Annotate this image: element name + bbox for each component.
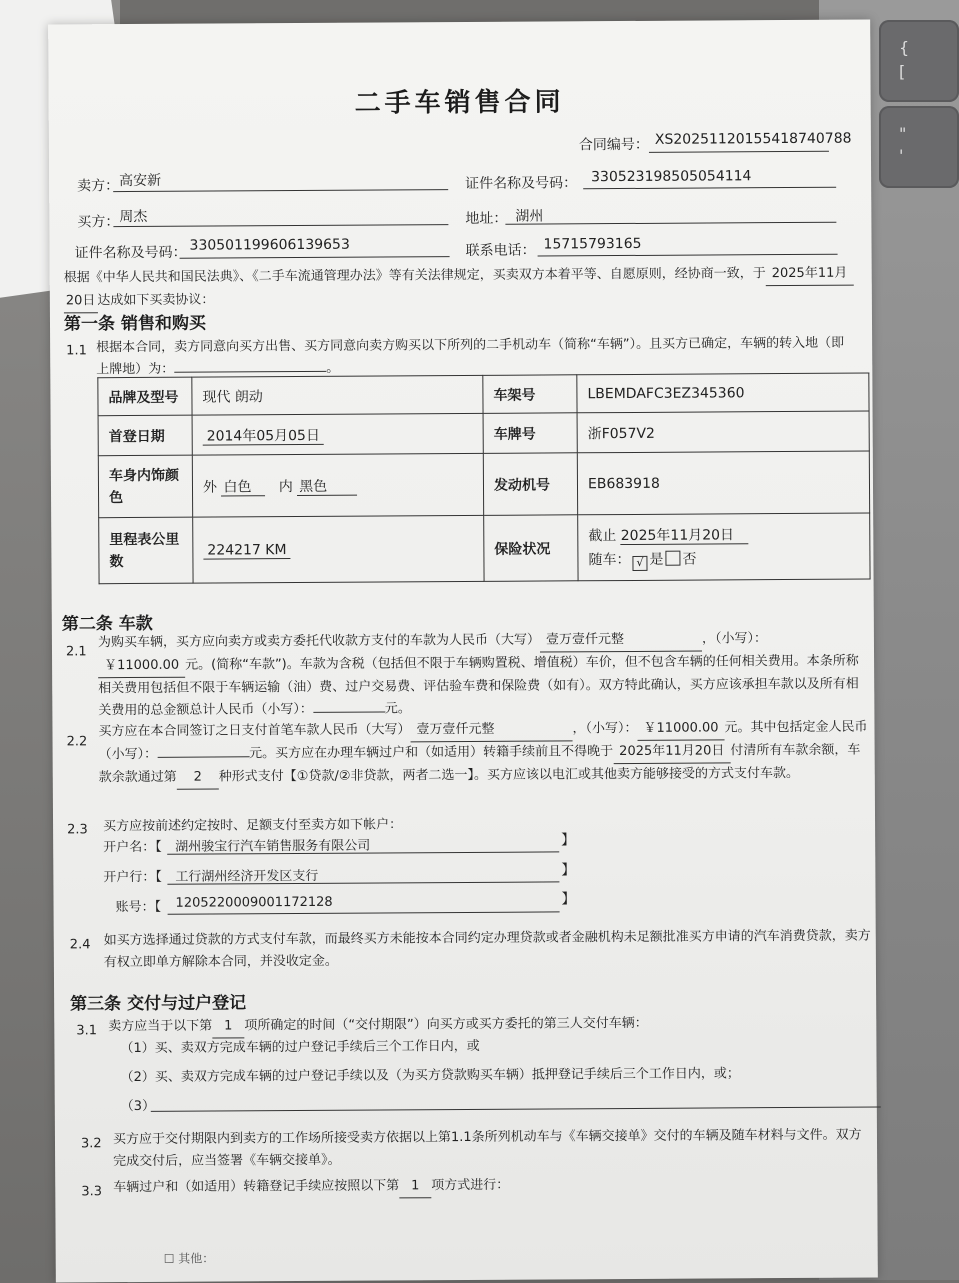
buyer-phone-label: 联系电话： bbox=[465, 242, 536, 259]
insurance-label: 保险状况 bbox=[484, 515, 578, 582]
clause-number: 2.3 bbox=[67, 822, 88, 838]
bracket-close: 】 bbox=[561, 832, 576, 849]
contract-no-label: 合同编号： bbox=[578, 136, 649, 154]
article-3-heading: 第三条 交付与过户登记 bbox=[70, 993, 247, 1015]
mileage-value: 224217 KM bbox=[203, 542, 290, 560]
vin-value: LBEMDAFC3EZ345360 bbox=[577, 373, 869, 413]
mileage-label: 里程表公里数 bbox=[99, 517, 193, 584]
first-registration-label: 首登日期 bbox=[98, 415, 192, 456]
bank-value: 工行湖州经济开发区支行 bbox=[175, 868, 319, 885]
account-name-label: 开户名：【 bbox=[103, 839, 162, 856]
buyer-label: 买方： bbox=[77, 214, 120, 231]
seller-label: 卖方： bbox=[77, 178, 120, 195]
delivery-option-1: （1）买、卖双方完成车辆的过户登记手续后三个工作日内，或 bbox=[120, 1038, 480, 1057]
brand-value: 现代 朗动 bbox=[192, 375, 483, 415]
next-page-peek: ☐ 其他： bbox=[163, 1251, 215, 1266]
seller-id-label: 证件名称及号码： bbox=[465, 175, 578, 192]
delivery-option-3: （3） bbox=[120, 1098, 156, 1115]
exterior-color-value: 白色 bbox=[221, 479, 265, 496]
article-2-heading: 第二条 车款 bbox=[61, 613, 153, 635]
buyer-address-value: 湖州 bbox=[515, 208, 544, 225]
bracket-close: 】 bbox=[561, 862, 576, 879]
underline bbox=[538, 254, 838, 257]
plate-value: 浙F057V2 bbox=[577, 411, 869, 453]
seller-id-value: 330523198505054114 bbox=[591, 168, 752, 186]
bank-label: 开户行：【 bbox=[103, 869, 162, 886]
underline bbox=[180, 256, 450, 259]
clause-3-2: 买方应于交付期限内到卖方的工作场所接受卖方依据以上第1.1条所列机动车与《车辆交接单》交付的车辆及随车材料与文件。双方完成交付后，应当签署《车辆交接单》。 bbox=[112, 1127, 862, 1170]
clause-number: 3.3 bbox=[81, 1184, 103, 1200]
clause-1-1: 根据本合同，卖方同意向买方出售、买方同意向卖方购买以下所列的二手机动车（简称“车辆”）。且买方已确定，车辆的转入地（即上牌地）为： 。 bbox=[96, 335, 845, 378]
clause-3-1: 卖方应当于以下第 1 项所确定的时间（“交付期限”）向买方或买方委托的第三人交付车辆： bbox=[108, 1012, 868, 1040]
keyboard-key: { [ bbox=[879, 20, 959, 102]
color-label: 车身内饰颜色 bbox=[98, 455, 192, 518]
underline bbox=[649, 151, 829, 153]
clause-number: 3.2 bbox=[80, 1136, 102, 1152]
no-checkbox[interactable] bbox=[665, 550, 680, 565]
buyer-id-value: 330501199606139653 bbox=[189, 236, 350, 254]
underline bbox=[113, 189, 448, 192]
insurance-cell: 截止 2025年11月20日 随车： √ 是 否 bbox=[578, 513, 870, 581]
clause-2-1: 为购买车辆，买方应向卖方或卖方委托代收款方支付的车款为人民币（大写） 壹万壹仟元整 ，（小写）： ￥11000.00 元。(简称“车款”)。车款为含税（包括但不限于车辆购置税、增值税）车价，但不包含车辆的任何相关费用。本条所称相关费用包括但不限于车辆运输（油）费、过户交易费、评估验车费和保险费（如有）。双方特此确认，买方应该承担车款以及所有相关费用的总金额总计人民币（小写）： 元。 bbox=[98, 628, 871, 723]
buyer-name: 周杰 bbox=[119, 208, 148, 226]
contract-no-value: XS20251120155418740788 bbox=[654, 130, 852, 148]
first-registration-value: 2014年05月05日 bbox=[203, 427, 324, 445]
buyer-phone-value: 15715793165 bbox=[543, 235, 642, 253]
account-number-value: 1205220009001172128 bbox=[175, 894, 333, 911]
yes-checkbox[interactable]: √ bbox=[632, 555, 647, 570]
underline bbox=[168, 911, 560, 914]
clause-number: 2.1 bbox=[65, 644, 87, 660]
plate-label: 车牌号 bbox=[483, 413, 577, 454]
vin-label: 车架号 bbox=[483, 375, 577, 414]
bracket-close: 】 bbox=[561, 891, 576, 908]
seller-name: 高安新 bbox=[119, 172, 162, 190]
clause-2-4: 如买方选择通过贷款的方式支付车款，而最终买方未能按本合同约定办理贷款或者金融机构未足额批准买方申请的汽车消费贷款，卖方有权立即单方解除本合同，并没收定金。 bbox=[103, 928, 871, 971]
article-1-heading: 第一条 销售和购买 bbox=[63, 313, 206, 335]
delivery-option-2: （2）买、卖双方完成车辆的过户登记手续以及（为买方贷款购买车辆）抵押登记手续后三个工作日内，或； bbox=[120, 1066, 740, 1086]
underline bbox=[505, 222, 836, 225]
brand-label: 品牌及型号 bbox=[98, 377, 192, 416]
color-cell: 外 白色 内 黑色 bbox=[192, 453, 483, 517]
page-title: 二手车销售合同 bbox=[354, 87, 565, 119]
account-number-label: 账号：【 bbox=[115, 899, 162, 916]
account-name-value: 湖州骏宝行汽车销售服务有限公司 bbox=[175, 838, 371, 855]
interior-color-value: 黑色 bbox=[297, 478, 357, 495]
clause-number: 2.4 bbox=[69, 937, 91, 953]
buyer-address-label: 地址： bbox=[465, 210, 508, 227]
clause-2-3-text: 买方应按前述约定按时、足额支付至卖方如下帐户： bbox=[103, 817, 403, 835]
engine-value: EB683918 bbox=[577, 451, 869, 515]
clause-number: 2.2 bbox=[66, 734, 88, 750]
insurance-expiry-value: 2025年11月20日 bbox=[621, 527, 748, 545]
clause-number: 3.1 bbox=[76, 1023, 98, 1039]
underline bbox=[583, 187, 836, 190]
contract-page bbox=[48, 20, 878, 1283]
clause-3-3: 车辆过户和（如适用）转籍登记手续应按照以下第 1 项方式进行： bbox=[113, 1173, 873, 1201]
first-registration-cell bbox=[192, 413, 483, 455]
mileage-cell bbox=[193, 515, 484, 583]
keyboard-key: " ' bbox=[879, 106, 959, 188]
underline bbox=[113, 224, 448, 227]
buyer-id-label: 证件名称及号码： bbox=[74, 244, 187, 262]
clause-number: 1.1 bbox=[66, 343, 87, 359]
vehicle-info-table bbox=[97, 373, 870, 585]
engine-label: 发动机号 bbox=[483, 453, 577, 516]
underline bbox=[151, 1106, 881, 1111]
preamble-paragraph: 根据《中华人民共和国民法典》、《二手车流通管理办法》等有关法律规定，买卖双方本着平等、自愿原则，经协商一致，于 2025年11月 20日 达成如下买卖协议： bbox=[64, 263, 854, 314]
clause-2-2: 买方应在本合同签订之日支付首笔车款人民币（大写） 壹万壹仟元整 ，（小写）： ￥11000.00 元。其中包括定金人民币（小写）： 元。买方应在办理车辆过户和（如适用）转籍手续前且不得晚于 2025年11月20日 付清所有车款余额，车款余款通过第 2 种形式支付【①贷款/②非贷款，两者二选一】。买方应该以电汇或其他卖方能够接受的方式支付车款。 bbox=[98, 717, 870, 791]
